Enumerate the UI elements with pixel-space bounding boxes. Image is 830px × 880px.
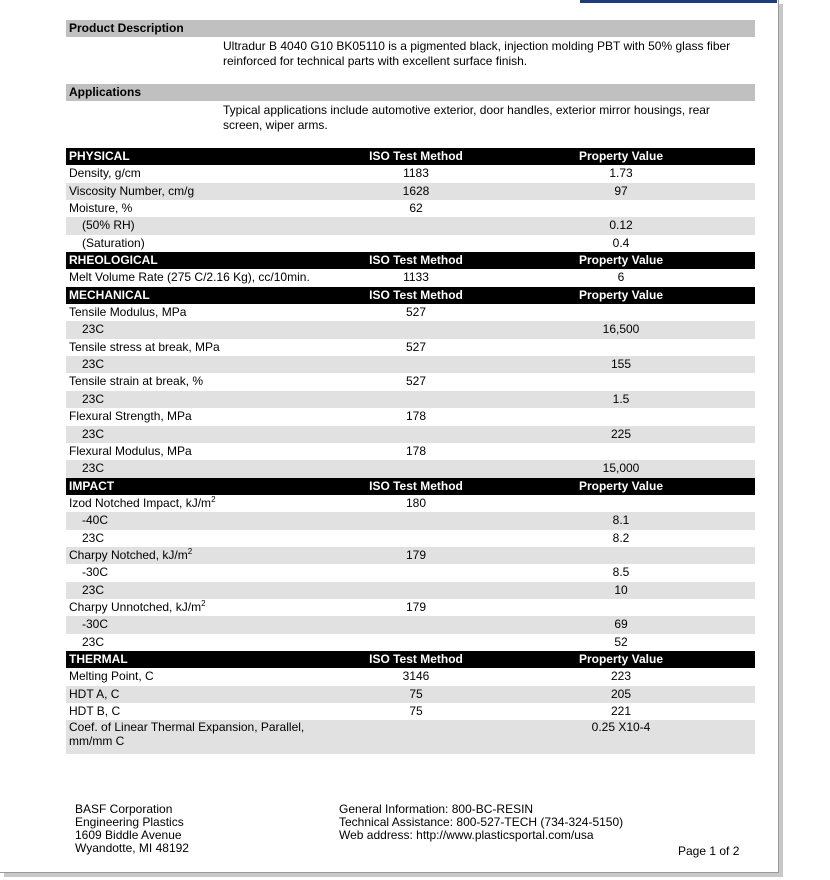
- property-name: 23C: [82, 426, 105, 441]
- property-value: 69: [614, 617, 628, 632]
- table-row: [66, 668, 755, 685]
- table-row: [66, 426, 755, 443]
- property-value: 0.12: [609, 218, 633, 233]
- applications-heading: Applications: [66, 84, 755, 101]
- company-division: Engineering Plastics: [75, 815, 184, 829]
- method-column-header: ISO Test Method: [369, 149, 463, 163]
- property-name: Tensile Modulus, MPa: [69, 305, 187, 320]
- property-value: 1.5: [612, 391, 630, 406]
- table-row: [66, 356, 755, 373]
- property-name-wrap: [69, 547, 192, 564]
- property-name: 23C: [82, 322, 105, 337]
- applications-text: Typical applications include automotive exterior, door handles, exterior mirror housings, rear screen, wiper arms.: [223, 103, 710, 132]
- section-title: MECHANICAL: [69, 287, 150, 302]
- property-name: 23C: [82, 634, 105, 649]
- page-shadow-bottom: [4, 873, 783, 877]
- test-method: 62: [409, 201, 423, 216]
- property-name: 23C: [82, 391, 105, 406]
- property-name: HDT B, C: [69, 704, 121, 718]
- property-value: 1.73: [609, 166, 633, 181]
- table-row: [66, 391, 755, 408]
- property-name: Tensile strain at break, %: [69, 374, 204, 389]
- method-column-header: ISO Test Method: [369, 651, 463, 666]
- test-method: 179: [405, 599, 427, 614]
- method-column-header: ISO Test Method: [369, 478, 463, 493]
- property-value: 0.4: [612, 235, 630, 250]
- table-row: [66, 616, 755, 633]
- property-name: 23C: [82, 530, 105, 545]
- property-value: 8.5: [612, 565, 630, 580]
- property-name: (Saturation): [82, 235, 145, 250]
- property-name: Flexural Strength, MPa: [69, 409, 192, 424]
- web-address-line: Web address: http://www.plasticsportal.com/usa: [339, 828, 594, 842]
- value-column-header: Property Value: [578, 253, 664, 268]
- page-shadow-right: [779, 4, 783, 877]
- toolbar-accent-bar: [580, 0, 777, 3]
- property-value: 223: [610, 669, 632, 684]
- property-name: Density, g/cm: [69, 166, 141, 181]
- unit-superscript: 2: [201, 598, 206, 608]
- property-value: 0.25 X10-4: [591, 720, 651, 735]
- test-method: 178: [405, 409, 427, 424]
- test-method: 527: [405, 305, 427, 320]
- property-name: Izod Notched Impact, kJ/m: [69, 495, 212, 510]
- property-value: 15,000: [602, 461, 640, 476]
- property-value: 205: [610, 686, 632, 701]
- property-value: 6: [617, 270, 625, 285]
- property-name: Melting Point, C: [69, 669, 154, 684]
- property-value: 225: [610, 426, 632, 441]
- value-column-header: Property Value: [578, 478, 664, 493]
- contact-info: [339, 803, 623, 842]
- test-method: 180: [405, 495, 427, 510]
- company-city: Wyandotte, MI 48192: [75, 841, 189, 855]
- section-title: PHYSICAL: [69, 149, 130, 163]
- test-method: 179: [405, 547, 427, 562]
- property-name: -30C: [82, 565, 109, 580]
- property-name: Viscosity Number, cm/g: [69, 183, 195, 198]
- property-value: 155: [610, 357, 632, 372]
- property-value: 16,500: [602, 322, 640, 337]
- table-row: [66, 217, 755, 234]
- property-name: HDT A, C: [69, 686, 120, 701]
- company-street: 1609 Biddle Avenue: [75, 828, 182, 842]
- table-row: [66, 304, 755, 321]
- product-description-heading: Product Description: [66, 20, 755, 37]
- section-title: THERMAL: [69, 651, 128, 666]
- property-value: 221: [610, 704, 632, 718]
- table-row: [66, 339, 755, 356]
- test-method: 178: [405, 443, 427, 458]
- property-name: 23C: [82, 461, 105, 476]
- table-row: [66, 564, 755, 581]
- property-name: Flexural Modulus, MPa: [69, 443, 192, 458]
- unit-superscript: 2: [187, 546, 193, 556]
- table-row: [66, 165, 755, 182]
- test-method: 3146: [402, 669, 430, 684]
- property-name: Melt Volume Rate (275 C/2.16 Kg), cc/10min.: [69, 270, 310, 285]
- section-title: IMPACT: [69, 478, 115, 493]
- table-row: [66, 443, 755, 460]
- property-name: Charpy Unnotched, kJ/m: [69, 599, 202, 614]
- property-name: 23C: [82, 582, 105, 597]
- property-value: 97: [614, 183, 628, 198]
- table-row: [66, 200, 755, 217]
- property-name-wrap: [69, 495, 216, 512]
- table-row: [66, 634, 755, 651]
- table-row: [66, 686, 755, 703]
- table-row: [66, 460, 755, 477]
- property-value: 8.1: [612, 513, 630, 528]
- property-name: 23C: [82, 357, 105, 372]
- property-name: (50% RH): [82, 218, 135, 233]
- property-name: Coef. of Linear Thermal Expansion, Parallel, mm/mm C: [69, 720, 305, 748]
- table-section-header: [66, 287, 755, 304]
- table-section-header: [66, 148, 755, 165]
- unit-superscript: 2: [211, 494, 216, 504]
- table-row: [66, 495, 755, 512]
- property-name: Charpy Notched, kJ/m: [69, 547, 188, 562]
- table-row: [66, 582, 755, 599]
- table-row: [66, 235, 755, 252]
- company-address: [75, 803, 189, 855]
- page-number: Page 1 of 2: [678, 844, 740, 858]
- method-column-header: ISO Test Method: [369, 287, 463, 302]
- table-section-header: [66, 252, 755, 269]
- value-column-header: Property Value: [578, 287, 664, 302]
- test-method: 1628: [402, 183, 430, 198]
- test-method: 527: [405, 339, 427, 354]
- table-row: [66, 408, 755, 425]
- table-section-header: [66, 651, 755, 668]
- property-name: -40C: [82, 513, 109, 528]
- general-info-line: General Information: 800-BC-RESIN: [339, 802, 534, 816]
- technical-assistance-line: Technical Assistance: 800-527-TECH (734-324-5150): [339, 815, 624, 829]
- table-row: [66, 547, 755, 564]
- table-row: [66, 599, 755, 616]
- property-value: 10: [614, 582, 628, 597]
- table-row: [66, 512, 755, 529]
- value-column-header: Property Value: [578, 651, 664, 666]
- table-section-header: [66, 478, 755, 495]
- test-method: 1133: [403, 270, 429, 285]
- product-description-text: Ultradur B 4040 G10 BK05110 is a pigmented black, injection molding PBT with 50% glass fiber reinforced for technical parts with excellent surface finish.: [223, 39, 731, 68]
- table-row: [66, 703, 755, 720]
- table-row: [66, 183, 755, 200]
- test-method: 527: [405, 374, 427, 389]
- property-name-wrap: [69, 599, 206, 616]
- table-row: [66, 269, 755, 286]
- properties-table: [66, 148, 755, 754]
- test-method: 75: [409, 704, 423, 718]
- table-row: [66, 720, 755, 754]
- test-method: 1183: [403, 166, 429, 181]
- test-method: 75: [409, 686, 423, 701]
- property-value: 8.2: [612, 530, 630, 545]
- table-row: [66, 530, 755, 547]
- property-name: Tensile stress at break, MPa: [69, 339, 220, 354]
- property-name: Moisture, %: [69, 201, 133, 216]
- table-row: [66, 321, 755, 338]
- property-value: 52: [614, 634, 628, 649]
- section-title: RHEOLOGICAL: [69, 253, 158, 268]
- value-column-header: Property Value: [578, 149, 664, 163]
- property-name: -30C: [82, 617, 109, 632]
- method-column-header: ISO Test Method: [369, 253, 463, 268]
- table-row: [66, 373, 755, 390]
- company-name: BASF Corporation: [75, 802, 173, 816]
